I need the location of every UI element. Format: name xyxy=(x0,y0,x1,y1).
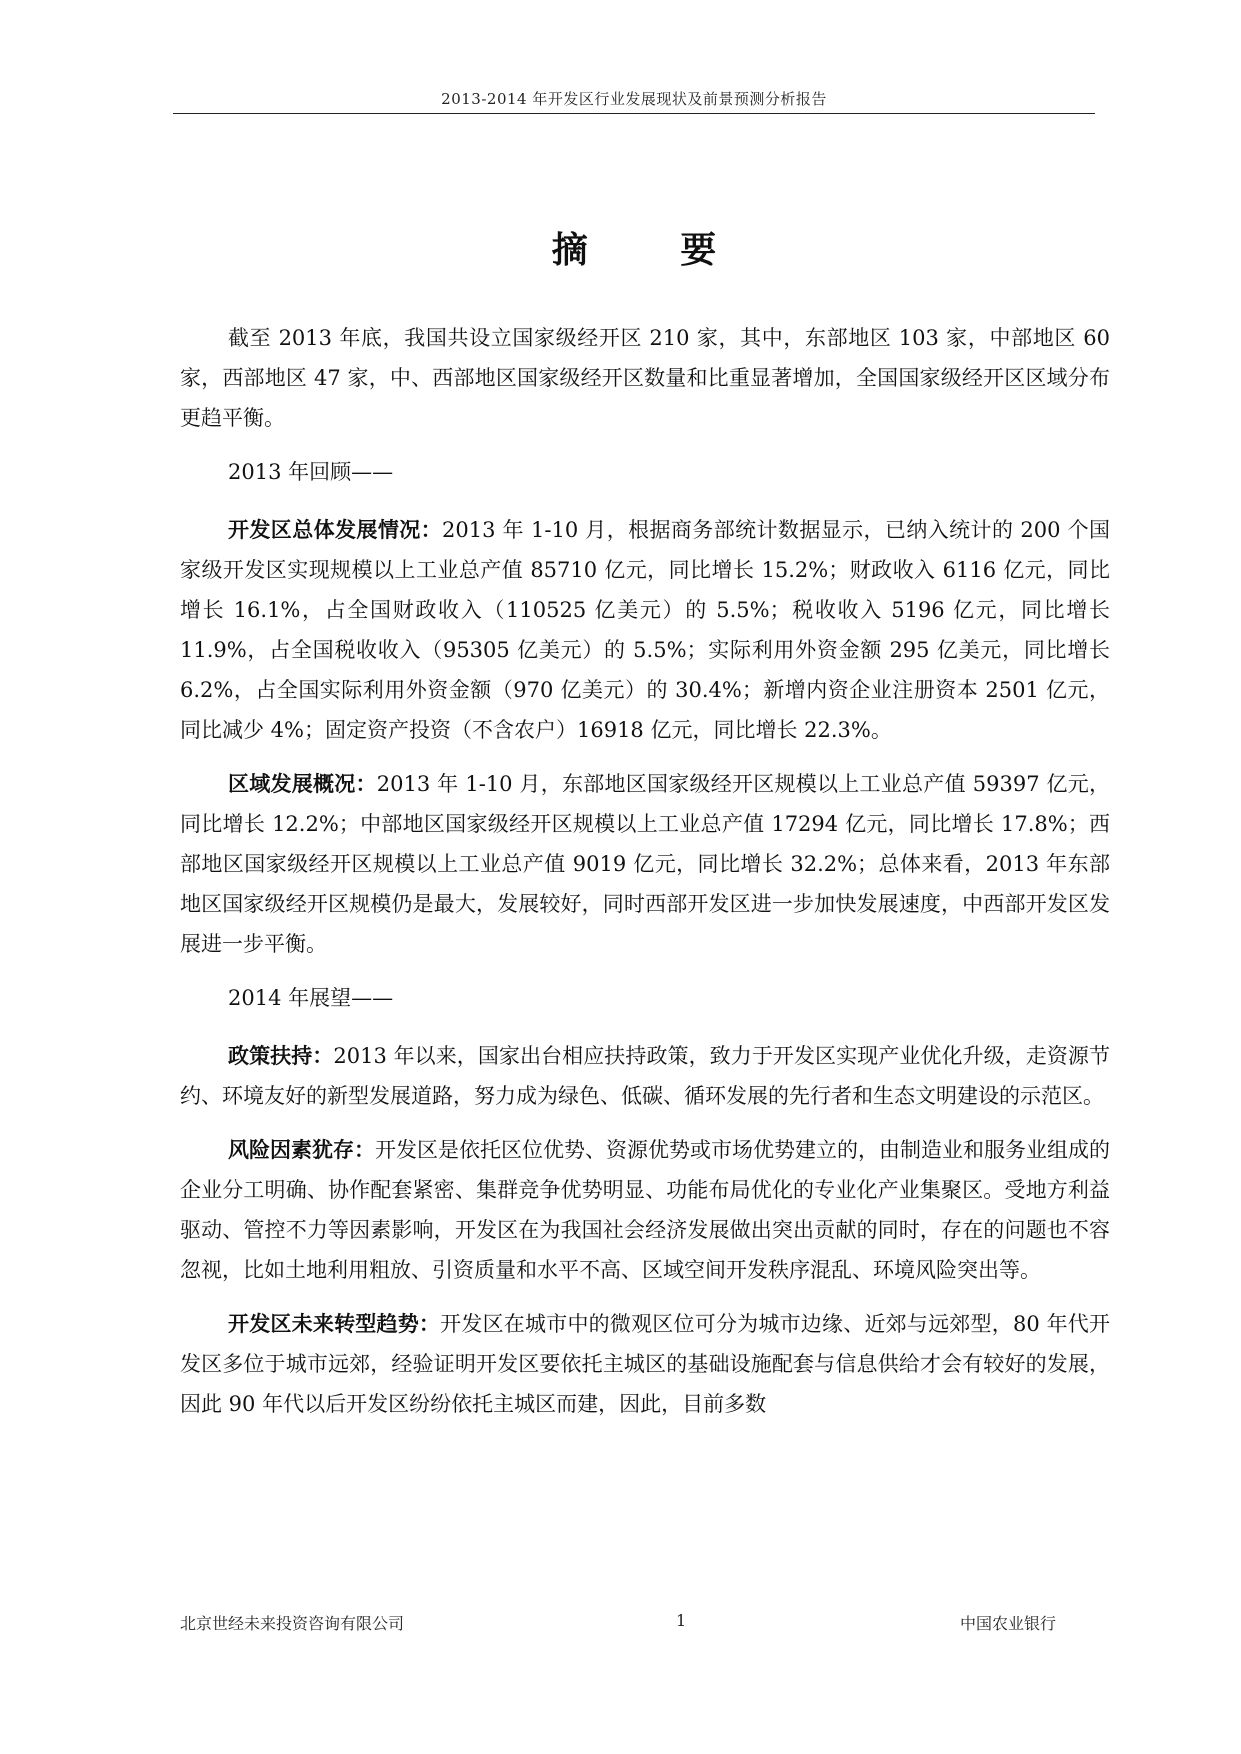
regional-lead: 区域发展概况： xyxy=(228,771,377,796)
policy-text: 2013 年以来，国家出台相应扶持政策，致力于开发区实现产业优化升级，走资源节约、环境友好的新型发展道路，努力成为绿色、低碳、循环发展的先行者和生态文明建设的示范区。 xyxy=(180,1044,1110,1108)
footer-bank: 中国农业银行 xyxy=(960,1614,1057,1633)
risk-paragraph xyxy=(180,1130,1110,1290)
intro-paragraph: 截至 2013 年底，我国共设立国家级经开区 210 家，其中，东部地区 103 家，中部地区 60 家，西部地区 47 家，中、西部地区国家级经开区数量和比重显著增加，全国国家级经开区区域分布更趋平衡。 xyxy=(180,326,1110,430)
trend-text: 开发区在城市中的微观区位可分为城市边缘、近郊与远郊型，80 年代开发区多位于城市远郊，经验证明开发区要依托主城区的基础设施配套与信息供给才会有较好的发展，因此 90 年代以后开发区纷纷依托主城区而建，因此，目前多数 xyxy=(180,1312,1110,1416)
regional-paragraph xyxy=(180,764,1110,964)
risk-text: 开发区是依托区位优势、资源优势或市场优势建立的，由制造业和服务业组成的企业分工明确、协作配套紧密、集群竞争优势明显、功能布局优化的专业化产业集聚区。受地方利益驱动、管控不力等因素影响，开发区在为我国社会经济发展做出突出贡献的同时，存在的问题也不容忽视，比如土地利用粗放、引资质量和水平不高、区域空间开发秩序混乱、环境风险突出等。 xyxy=(180,1138,1110,1282)
review-heading: 2013 年回顾—— xyxy=(228,460,394,484)
overall-text: 2013 年 1-10 月，根据商务部统计数据显示，已纳入统计的 200 个国家级开发区实现规模以上工业总产值 85710 亿元，同比增长 15.2%；财政收入 6116 亿元，同比增长 16.1%，占全国财政收入（110525 亿美元）的 5.5%；税收收入 5196 亿元，同比增长 11.9%，占全国税收收入（95305 亿美元）的 5.5%；实际利用外资金额 295 亿美元，同比增长 6.2%，占全国实际利用外资金额（970 亿美元）的 30.4%；新增内资企业注册资本 2501 亿元，同比减少 4%；固定资产投资（不含农户）16918 亿元，同比增长 22.3%。 xyxy=(180,518,1110,742)
body-text xyxy=(180,318,1110,1438)
page-number: 1 xyxy=(676,1611,687,1630)
trend-lead: 开发区未来转型趋势： xyxy=(228,1311,441,1336)
regional-text: 2013 年 1-10 月，东部地区国家级经开区规模以上工业总产值 59397 亿元，同比增长 12.2%；中部地区国家级经开区规模以上工业总产值 17294 亿元，同比增长 17.8%；西部地区国家级经开区规模以上工业总产值 9019 亿元，同比增长 32.2%；总体来看，2013 年东部地区国家级经开区规模仍是最大，发展较好，同时西部开发区进一步加快发展速度，中西部开发区发展进一步平衡。 xyxy=(180,772,1110,956)
header-divider xyxy=(173,113,1095,114)
outlook-heading: 2014 年展望—— xyxy=(228,986,394,1010)
policy-paragraph xyxy=(180,1036,1110,1116)
overall-paragraph xyxy=(180,510,1110,750)
footer-company: 北京世经未来投资咨询有限公司 xyxy=(180,1614,405,1633)
trend-paragraph xyxy=(180,1304,1110,1424)
risk-lead: 风险因素犹存： xyxy=(228,1137,375,1162)
policy-lead: 政策扶持： xyxy=(228,1043,334,1068)
page-title: 摘 要 xyxy=(551,229,757,271)
overall-lead: 开发区总体发展情况： xyxy=(228,517,443,542)
running-header: 2013-2014 年开发区行业发展现状及前景预测分析报告 xyxy=(441,90,827,108)
